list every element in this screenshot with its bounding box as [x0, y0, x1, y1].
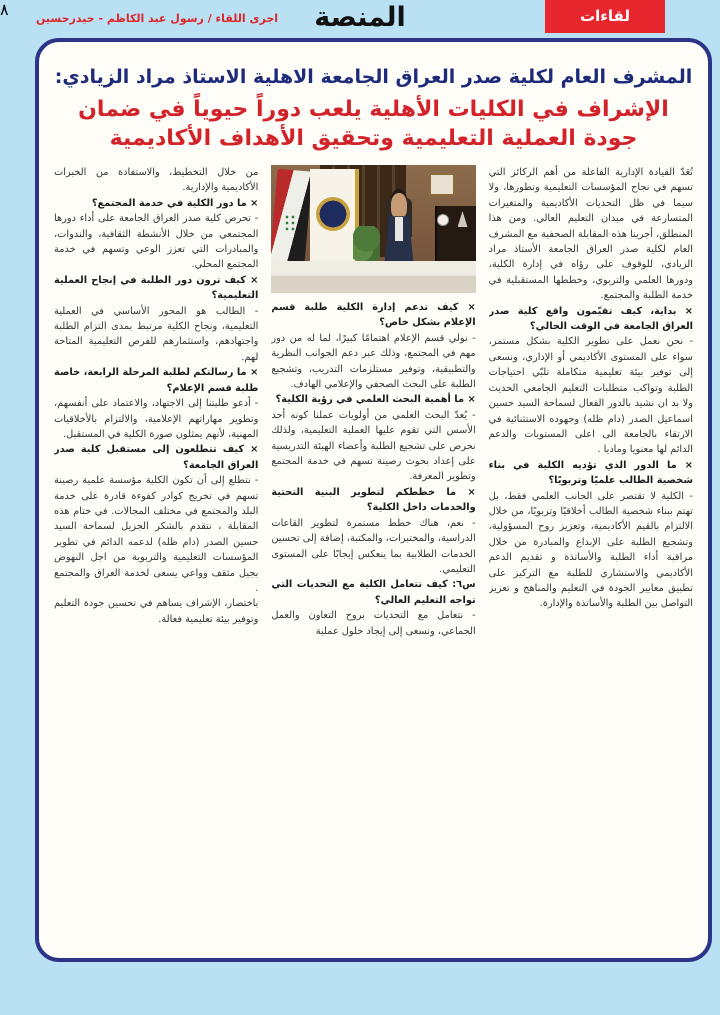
interview-question: × ما الدور الذي تؤديه الكلية في بناء شخصية الطالب علميًا وتربويًا؟ [488, 459, 693, 487]
headline-kicker: المشرف العام لكلية صدر العراق الجامعة الاهلية الاستاذ مراد الزيادي: [54, 66, 693, 88]
interview-answer: - نعم، هناك خطط مستمرة لتطوير القاعات الدراسية، والمختبرات، والمكتبة، إضافة إلى تحسين الخدمات الطلابية بما ينعكس إيجابًا على المستوى التعليمي. [271, 517, 476, 575]
interview-question: × ما أهمية البحث العلمي في رؤية الكلية؟ [275, 394, 476, 406]
interview-question: × كيف تدعم إدارة الكلية طلبة قسم الإعلام بشكل خاص؟ [271, 302, 476, 329]
interview-question: × ما خططكم لتطوير البنية التحتية والخدمات داخل الكلية؟ [271, 486, 476, 514]
interview-question: × كيف تتطلعون إلى مستقبل كلية صدر العراق الجامعة؟ [54, 444, 259, 471]
column-right [489, 165, 693, 711]
column-middle [271, 165, 475, 711]
interview-answer: - يُعدّ البحث العلمي من أولويات عملنا كونه أحد الأسس التي تقوم عليها العملية التعليمية، ولذلك نحرص على تشجيع الطلبة وأعضاء الهيئة التدريسية على إعداد بحوث رصينة تسهم في خدمة المجتمع وتطوير المعرفة. [271, 409, 476, 483]
closing-paragraph: باختصار، الإشراف يساهم في تحسين جودة التعليم وتوفير بيئة تعليمية فعالة. [54, 598, 259, 625]
interview-answer: - نولي قسم الإعلام اهتمامًا كبيرًا، لما له من دور مهم في المجتمع، وذلك عبر دعم الجوانب النظرية والتطبيقية، وتوفير مستلزمات التدريب، وتشجيع الطلبة على البحث الصحفي والإعلامي الهادف. [271, 332, 476, 391]
interview-byline: اجرى اللقاء / رسول عبد الكاظم - حيدرحسين [36, 12, 279, 25]
page-number: ٨ [0, 0, 9, 19]
interview-question: × ما رسالتكم لطلبة المرحلة الرابعة، خاصة طلبة قسم الإعلام؟ [54, 367, 259, 394]
office-plant [353, 226, 380, 264]
office-desk [271, 261, 475, 293]
article-columns [39, 165, 708, 711]
college-emblem [316, 197, 350, 231]
interview-question: س٦: كيف تتعامل الكلية مع التحديات التي تواجه التعليم العالي؟ [271, 579, 476, 606]
masthead-logo: المنصة [314, 2, 406, 33]
shelf-clock [437, 214, 449, 226]
wall-frame [429, 173, 456, 196]
headline-line2: جودة العملية التعليمية وتحقيق الأهداف الأكاديمية [109, 126, 638, 151]
interview-answer: - تحرص كلية صدر العراق الجامعة على أداء دورها المجتمعي من خلال الأنشطة الثقافية، والندوات، والمبادرات التي تعزز الوعي وتسهم في خدمة المجتمع المحلي. [54, 213, 259, 271]
interview-question: × ما دور الكلية في خدمة المجتمع؟ [91, 197, 259, 209]
interview-answer-continued: من خلال التخطيط، والاستفادة من الخبرات الأكاديمية والإدارية. [54, 167, 259, 194]
interview-question: × كيف ترون دور الطلبة في إنجاح العملية التعليمية؟ [54, 274, 259, 302]
photo-supervisor-office [271, 165, 475, 293]
interview-answer: - نتطلع إلى أن تكون الكلية مؤسسة علمية رصينة تسهم في تخريج كوادر كفوءة قادرة على خدمة البلد والمجتمع في مختلف المجالات. في ختام هذه المقابلة ، نتقدم بالشكر الجزيل لسماحة السيد حسين الصدر (دام ظله) لدعمه الدائم في تطوير المؤسسات التعليمية والتربوية من اجل النهوض بجيل مثقف وواعي يسعى لخدمة العراق والمجتمع . [54, 475, 259, 594]
headline-line1: الإشراف في الكليات الأهلية يلعب دوراً حيوياً في ضمان [78, 97, 669, 122]
interview-answer: - نحن نعمل على تطوير الكلية بشكل مستمر، سواء على المستوى الأكاديمي أو الإداري، ونسعى إلى توفير بيئة تعليمية متكاملة تلبّي احتياجات الطلبة وتواكب متطلبات التعليم الجامعي الحديث ولا بد ان نشيد بالدور الفعال لسماحة السيد حسين اسماعيل الصدر (دام ظله) وجهوده الاستثنائية في الارتقاء بالجامعة الى اعلى المستويات والدعم الدائم لها معنويا وماديا . [488, 336, 693, 456]
interview-answer: - الطالب هو المحور الأساسي في العملية التعليمية، ونجاح الكلية مرتبط بمدى التزام الطلبة واجتهادهم، واستثمارهم للفرص التعليمية المتاحة لهم. [54, 305, 259, 363]
supervisor-shirt [395, 217, 403, 240]
interview-answer: - نتعامل مع التحديات بروح التعاون والعمل الجماعي، ونسعى إلى إيجاد حلول عملية [271, 610, 476, 637]
column-left [54, 165, 258, 711]
intro-paragraph: تُعَدّ القيادة الإدارية الفاعلة من أهم الركائز التي تسهم في نجاح المؤسسات التعليمية وتطورها، ولا سيما في ظل التحديات الأكاديمية والمتغيرات المتسارعة في ميدان التعليم العالي. ومن هذا المنطلق، أجرينا هذه المقابلة الصحفية مع المشرف العام لكلية صدر العراق الجامعة الأستاذ مراد الزيادي، للوقوف على رؤاه في إدارة الكلية، ودورها العلمي والتربوي، وخططها المستقبلية في خدمة الطلبة والمجتمع. [488, 167, 693, 302]
supervisor-head [391, 193, 407, 219]
desk-folder [384, 269, 413, 278]
article-frame [35, 38, 712, 962]
interview-answer: - أدعو طلبتنا إلى الاجتهاد، والاعتماد على أنفسهم، وتطوير مهاراتهم الإعلامية، والالتزام بالأخلاقيات المهنية، لأنهم يمثلون صورة الكلية في المستقبل. [54, 398, 259, 440]
interview-answer: - الكلية لا تقتصر على الجانب العلمي فقط، بل تهتم ببناء شخصية الطالب أخلاقيًا وتربويًا، من خلال الالتزام بالقيم الأكاديمية، وتعزيز روح المسؤولية، وتشجيع الطلبة على الإبداع والمبادرة من خلال مراقبة أداء الطلبة والأساتذة و تقديم الدعم الأكاديمي والاستشاري للطلبة مع التركيز على تطبيق معايير الجودة في التعليم والمناهج و تعزيز التواصل بين الطلبة والأساتذة والإدارة. [488, 490, 693, 610]
iraq-flag-script [284, 214, 296, 232]
section-tag-badge: لقاءات [545, 0, 665, 33]
interview-question: × بداية، كيف تقيّمون واقع كلية صدر العراق الجامعة في الوقت الحالي؟ [488, 305, 693, 333]
